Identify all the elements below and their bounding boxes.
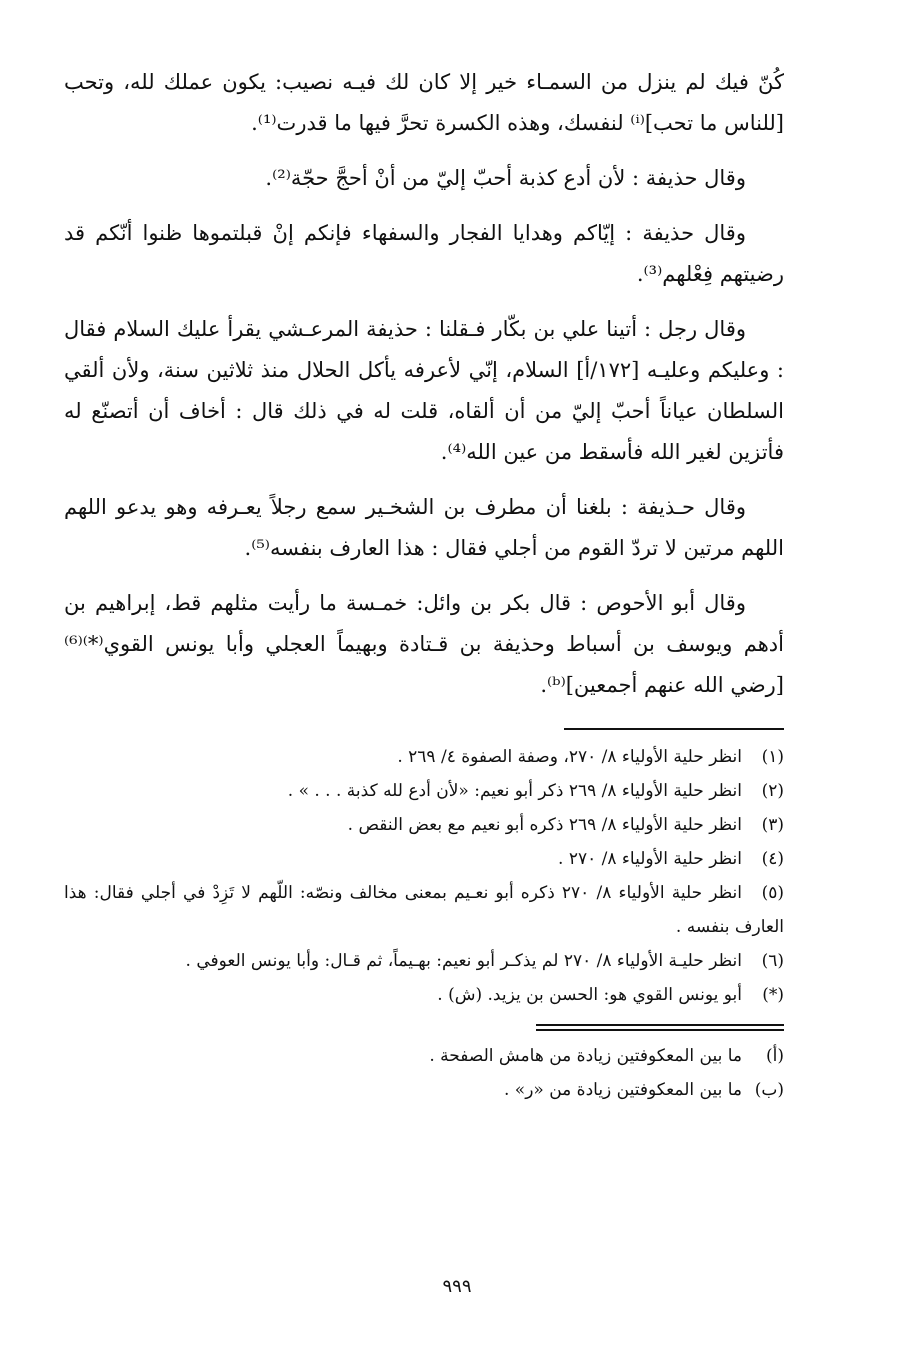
footnote-text: انظر حلية الأولياء ٨/ ٢٧٠، وصفة الصفوة ٤/ ٢٦٩ . — [397, 747, 742, 767]
page-number: ٩٩٩ — [442, 1276, 472, 1297]
paragraph-4: وقال رجل : أتينا علي بن بكّار فـقلنا : حذيفة المرعـشي يقرأ عليك السلام فقال : وعليكم وعليـه [١٧٢/أ] السلام، إنّي لأعرفه يأكل الحلال منذ ثلاثين سنة، ولأن ألقي السلطان عياناً أحبّ إليّ من أن ألقاه، قلت له في ذلك قال : أخاف أن أتصنّع له فأتزين لغير الله فأسقط من عين الله⁽⁴⁾. — [64, 317, 784, 464]
footnote-text: انظر حليـة الأولياء ٨/ ٢٧٠ لم يذكـر أبو نعيم: بهـيماً، ثم قـال: وأبا يونس العوفي . — [185, 951, 742, 971]
footnote-number: (٣) — [761, 815, 784, 835]
marginal-note-item — [64, 1073, 784, 1107]
footnote-text: انظر حلية الأولياء ٨/ ٢٦٩ ذكر أبو نعيم: «لأن أدع لله كذبة . . . » . — [287, 781, 742, 801]
marginal-note-item — [64, 1039, 784, 1073]
footnotes — [64, 740, 784, 1012]
paragraph-3: وقال حذيفة : إيّاكم وهدايا الفجار والسفهاء فإنكم إنْ قبلتموها ظنوا أنّكم قد رضيتهم فِعْلهم⁽³⁾. — [64, 221, 784, 286]
footnote-item — [64, 876, 784, 944]
footnote-separator — [564, 728, 784, 730]
paragraph-2: وقال حذيفة : لأن أدع كذبة أحبّ إليّ من أنْ أحجَّ حجّة⁽²⁾. — [265, 166, 746, 190]
footnote-item — [64, 740, 784, 774]
footnote-number: (٤) — [761, 849, 784, 869]
footnote-item — [64, 842, 784, 876]
marginal-note-text: ما بين المعكوفتين زيادة من هامش الصفحة . — [429, 1046, 742, 1066]
marginal-notes — [64, 1039, 784, 1107]
paragraph-1: كُنّ فيك لم ينزل من السمـاء خير إلا كان لك فيـه نصيب: يكون عملك لله، وتحب [للناس ما تحب]⁽ⁱ⁾ لنفسك، وهذه الكسرة تحرَّ فيها ما قدرت⁽¹⁾. — [64, 70, 784, 135]
page-body — [64, 62, 784, 1107]
marginal-notes-separator — [536, 1024, 784, 1031]
footnote-text: انظر حلية الأولياء ٨/ ٢٧٠ ذكره أبو نعـيم بمعنى مخالف ونصّه: اللّهم لا تَزِدْ في أجلي فقال: هذا العارف بنفسه . — [64, 883, 784, 937]
footnote-item — [64, 978, 784, 1012]
marginal-note-text: ما بين المعكوفتين زيادة من «ر» . — [504, 1080, 742, 1100]
paragraph-5: وقال حـذيفة : بلغنا أن مطرف بن الشخـير سمع رجلاً يعـرفه وهو يدعو اللهم اللهم مرتين لا تردّ القوم من أجلي فقال : هذا العارف بنفسه⁽⁵⁾. — [64, 495, 784, 560]
footnote-number: (٦) — [761, 951, 784, 971]
footnote-number: (٢) — [761, 781, 784, 801]
marginal-note-label: (أ) — [766, 1046, 784, 1066]
footnote-number: (١) — [761, 747, 784, 767]
footnote-number: (*) — [762, 985, 784, 1005]
footnote-item — [64, 944, 784, 978]
footnote-text: أبو يونس القوي هو: الحسن بن يزيد. (ش) . — [437, 985, 742, 1005]
footnote-number: (٥) — [761, 883, 785, 903]
footnote-text: انظر حلية الأولياء ٨/ ٢٧٠ . — [558, 849, 742, 869]
footnote-text: انظر حلية الأولياء ٨/ ٢٦٩ ذكره أبو نعيم مع بعض النقص . — [347, 815, 742, 835]
paragraph-6: وقال أبو الأحوص : قال بكر بن وائل: خمـسة ما رأيت مثلهم قط، إبراهيم بن أدهم ويوسف بن أسباط وحذيفة بن قـتادة وبهيماً العجلي وأبا يونس القوي⁽*⁾⁽⁶⁾ [رضي الله عنهم أجمعين]⁽ᵇ⁾. — [64, 591, 784, 697]
footnote-item — [64, 808, 784, 842]
footnote-item — [64, 774, 784, 808]
marginal-note-label: (ب) — [754, 1080, 784, 1100]
